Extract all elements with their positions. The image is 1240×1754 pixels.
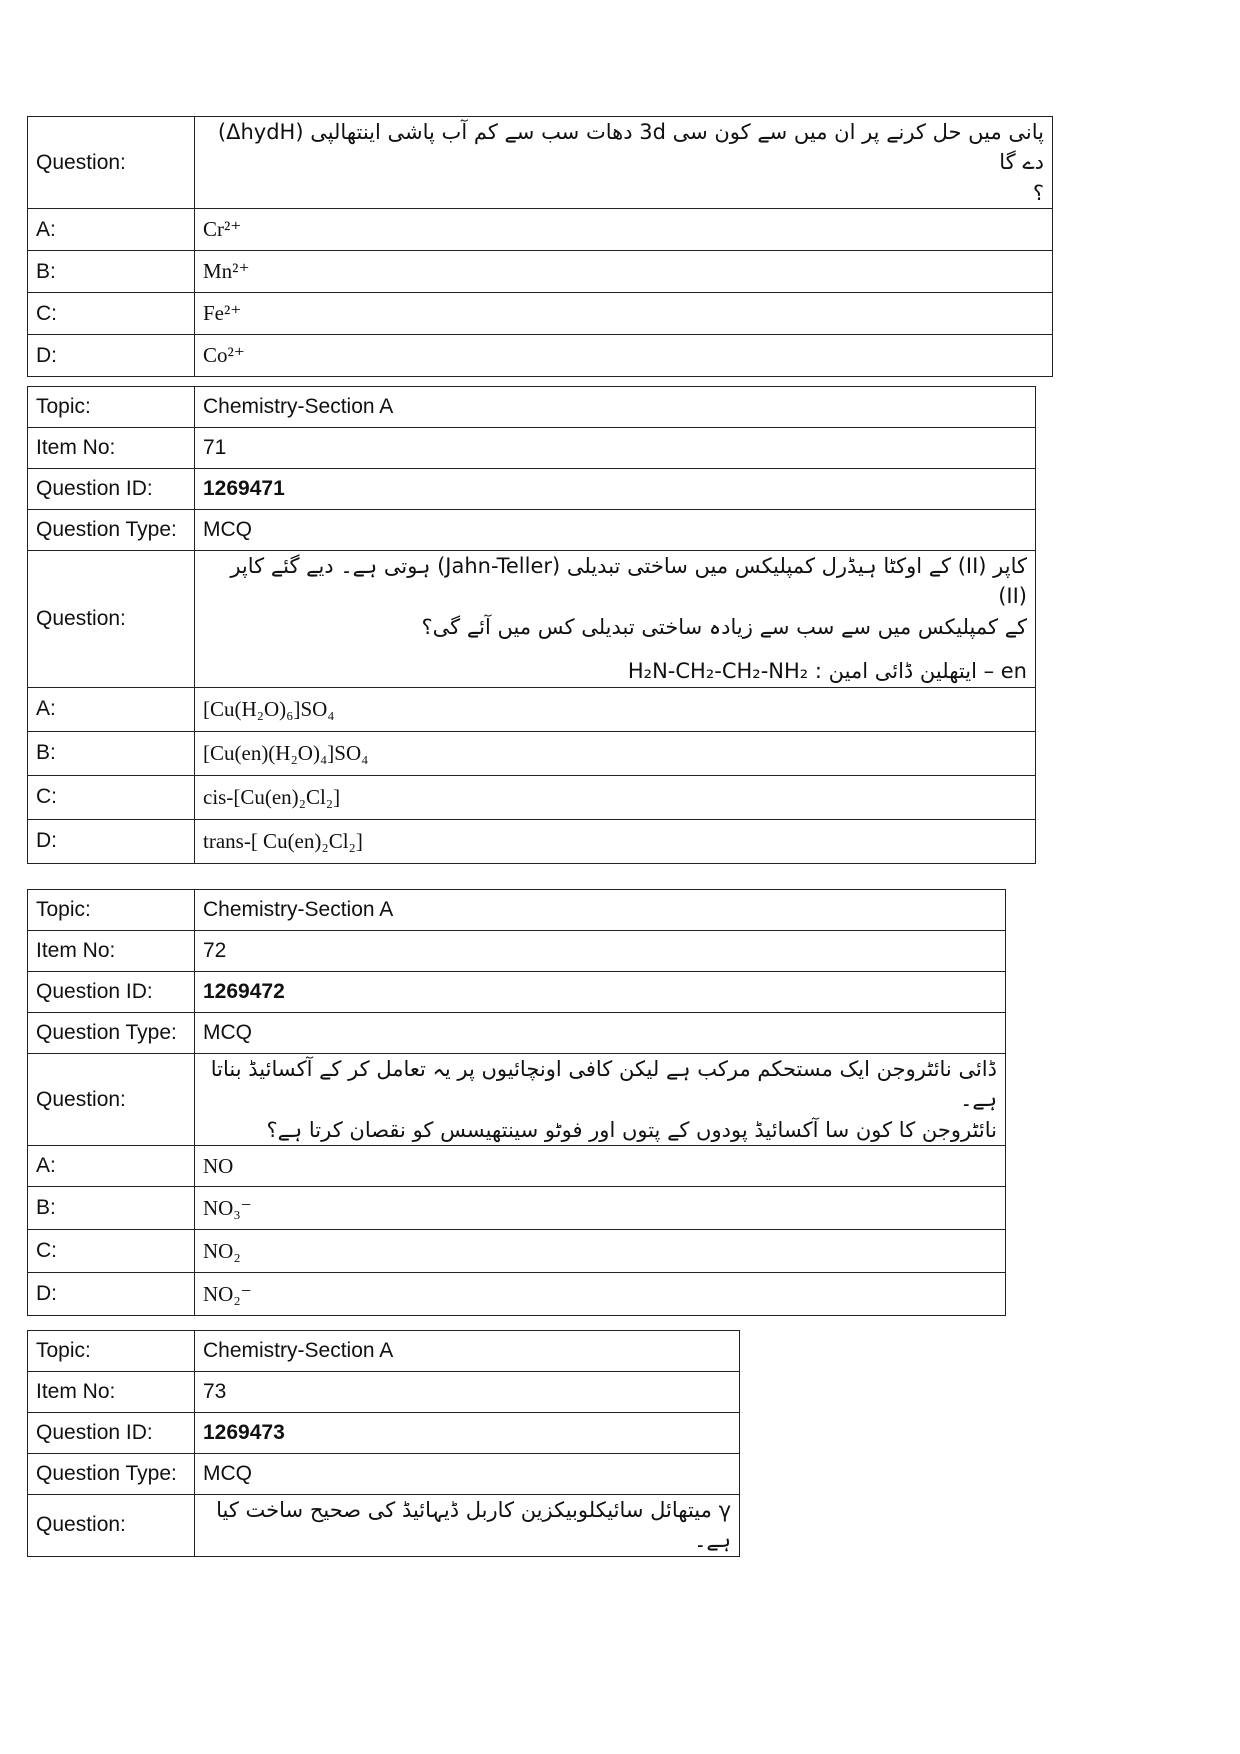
question-table-71 xyxy=(27,386,1036,864)
question-line: en – ایتھلین ڈائی امین : H₂N-CH₂-CH₂-NH₂ xyxy=(627,659,1027,684)
option-a-label: A: xyxy=(28,687,195,731)
option-d: Co²⁺ xyxy=(195,335,1053,377)
option-d-label: D: xyxy=(28,819,195,863)
item-no-value: 72 xyxy=(195,931,1006,972)
question-type-label: Question Type: xyxy=(28,1454,195,1495)
item-no-label: Item No: xyxy=(28,428,195,469)
question-text xyxy=(195,1054,1006,1146)
question-id-cell xyxy=(195,1413,740,1454)
question-text: γ میتھائل سائیکلوبیکزین کاربل ڈیہائیڈ کی صحیح ساخت کیا ہے۔ xyxy=(195,1495,740,1557)
option-b: NO₃⁻ xyxy=(195,1187,1006,1230)
option-a: Cr²⁺ xyxy=(195,209,1053,251)
item-no-value: 73 xyxy=(195,1372,740,1413)
option-a-label: A: xyxy=(28,1146,195,1187)
option-b-label: B: xyxy=(28,251,195,293)
question-line: ؟ xyxy=(1032,180,1044,205)
option-b: [Cu(en)(H₂O)₄]SO₄ xyxy=(195,731,1036,775)
option-b: Mn²⁺ xyxy=(195,251,1053,293)
topic-value: Chemistry-Section A xyxy=(195,387,1036,428)
option-c: cis-[Cu(en)₂Cl₂] xyxy=(195,775,1036,819)
item-no-label: Item No: xyxy=(28,1372,195,1413)
item-no-value: 71 xyxy=(195,428,1036,469)
option-c: Fe²⁺ xyxy=(195,293,1053,335)
question-id-cell xyxy=(195,972,1006,1013)
question-table-73 xyxy=(27,1330,740,1557)
topic-label: Topic: xyxy=(28,1331,195,1372)
question-line: کاپر (II) کے اوکٹا ہیڈرل کمپلیکس میں ساختی تبدیلی (Jahn-Teller) ہوتی ہے۔ دیے گئے کاپر (II) xyxy=(230,554,1027,609)
option-d: NO₂⁻ xyxy=(195,1273,1006,1316)
topic-value: Chemistry-Section A xyxy=(195,1331,740,1372)
question-type-value: MCQ xyxy=(195,510,1036,551)
question-type-label: Question Type: xyxy=(28,510,195,551)
question-type-value: MCQ xyxy=(195,1454,740,1495)
option-b-label: B: xyxy=(28,731,195,775)
question-label: Question: xyxy=(28,1495,195,1557)
option-c-label: C: xyxy=(28,775,195,819)
question-id-label: Question ID: xyxy=(28,469,195,510)
question-line: کے کمپلیکس میں سے سب سے زیادہ ساختی تبدیلی کس میں آئے گی؟ xyxy=(421,614,1027,639)
item-no-label: Item No: xyxy=(28,931,195,972)
question-table-72 xyxy=(27,889,1006,1316)
option-d-label: D: xyxy=(28,1273,195,1316)
question-label: Question: xyxy=(28,117,195,209)
topic-value: Chemistry-Section A xyxy=(195,890,1006,931)
question-label: Question: xyxy=(28,1054,195,1146)
question-id-label: Question ID: xyxy=(28,972,195,1013)
question-id-cell xyxy=(195,469,1036,510)
question-id-value: 1269472 xyxy=(203,980,285,1003)
question-text xyxy=(195,551,1036,688)
question-type-value: MCQ xyxy=(195,1013,1006,1054)
question-id-value: 1269471 xyxy=(203,477,285,500)
option-c: NO₂ xyxy=(195,1230,1006,1273)
option-c-label: C: xyxy=(28,1230,195,1273)
option-c-label: C: xyxy=(28,293,195,335)
option-d: trans-[ Cu(en)₂Cl₂] xyxy=(195,819,1036,863)
question-text xyxy=(195,117,1053,209)
question-id-value: 1269473 xyxy=(203,1421,285,1444)
question-line: پانی میں حل کرنے پر ان میں سے کون سی 3d دھات سب سے کم آب پاشی اینتھالپی (ΔhydH) دے گا xyxy=(217,120,1044,175)
option-a: NO xyxy=(195,1146,1006,1187)
topic-label: Topic: xyxy=(28,387,195,428)
topic-label: Topic: xyxy=(28,890,195,931)
option-a: [Cu(H₂O)₆]SO₄ xyxy=(195,687,1036,731)
question-id-label: Question ID: xyxy=(28,1413,195,1454)
question-table-70 xyxy=(27,116,1053,377)
option-d-label: D: xyxy=(28,335,195,377)
option-a-label: A: xyxy=(28,209,195,251)
question-line: ڈائی نائٹروجن ایک مستحکم مرکب ہے لیکن کافی اونچائیوں پر یہ تعامل کر کے آکسائیڈ بناتا ہے۔ xyxy=(210,1057,997,1112)
question-type-label: Question Type: xyxy=(28,1013,195,1054)
question-line: نائٹروجن کا کون سا آکسائیڈ پودوں کے پتوں اور فوٹو سینتھیسس کو نقصان کرتا ہے؟ xyxy=(266,1117,997,1142)
question-label: Question: xyxy=(28,551,195,688)
option-b-label: B: xyxy=(28,1187,195,1230)
